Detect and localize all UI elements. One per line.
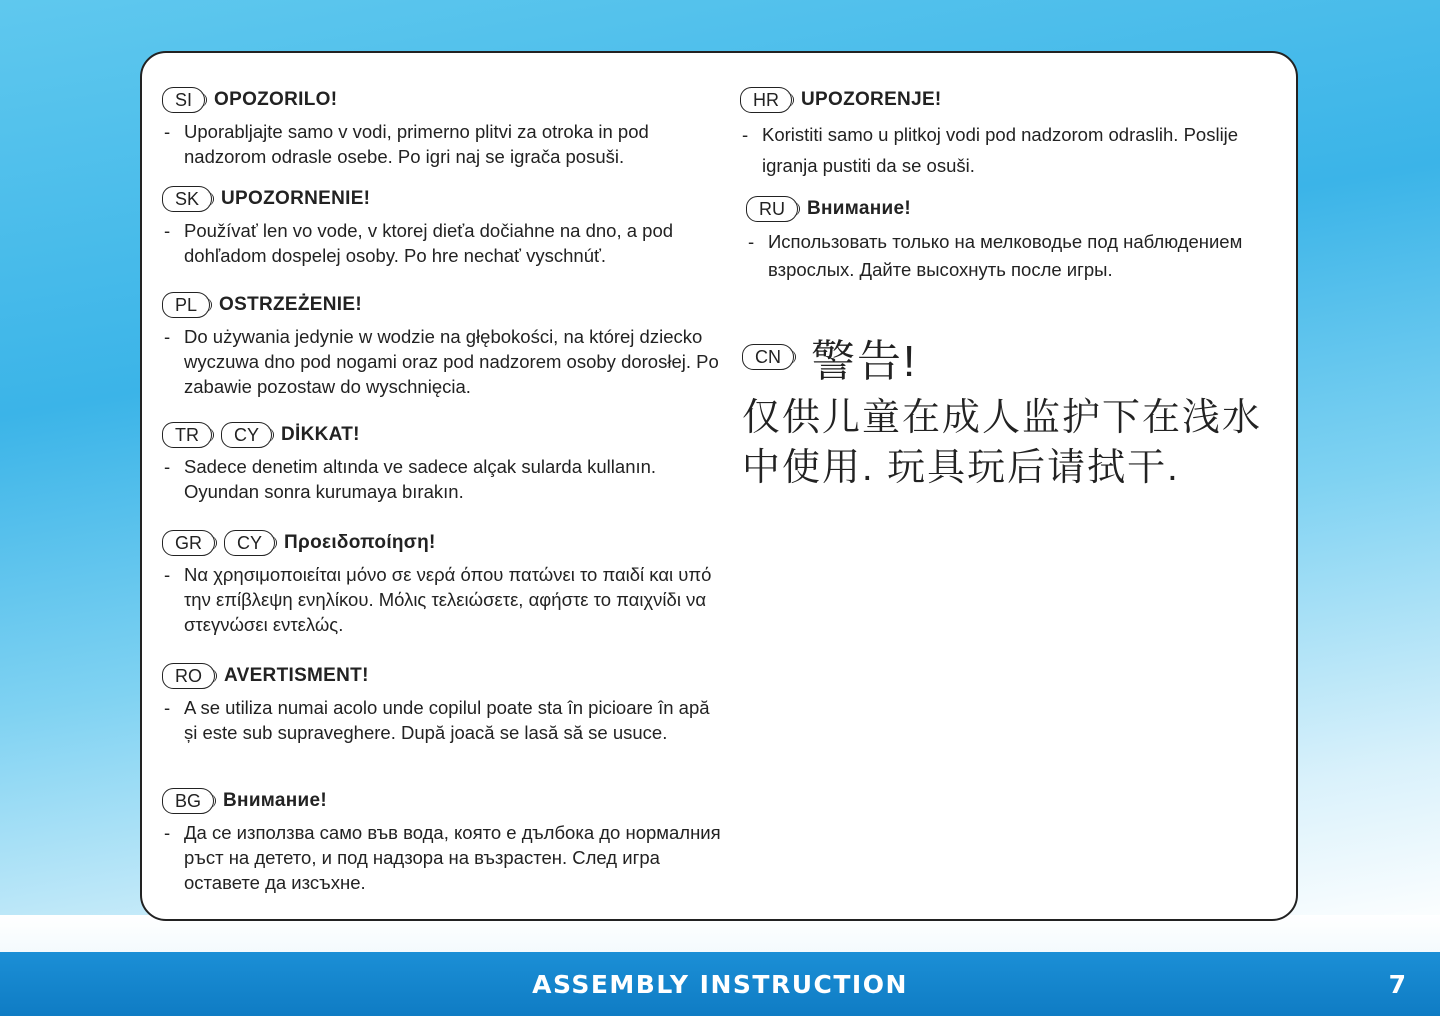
warning-title: DİKKAT! [281,424,360,445]
warning-ru: RU Внимание! - Использовать только на мелководье под наблюдением взрослых. Дайте высохнуть после игры. [746,194,1256,284]
warning-ro: RO AVERTISMENT! - A se utiliza numai acolo unde copilul poate sta în picioare în apă și este sub supraveghere. După joacă se lasă să se usuce. [162,661,722,745]
warning-text: 仅供儿童在成人监护下在浅水中使用. 玩具玩后请拭干. [742,397,1263,489]
warning-title: UPOZORENJE! [801,89,942,110]
warning-title: Προειδοποίηση! [284,532,436,553]
warning-title: 警告! [811,337,918,386]
warning-cn [742,325,1262,493]
warning-text: Používať len vo vode, v ktorej dieťa dočiahne na dno, a pod dohľadom dospelej osoby. Po hre nechať vyschnúť. [184,220,674,266]
warning-text: A se utiliza numai acolo unde copilul poate sta în picioare în apă și este sub supraveghere. După joacă se lasă să se usuce. [184,697,710,743]
warning-hr: HR UPOZORENJE! - Koristiti samo u plitkoj vodi pod nadzorom odraslih. Poslije igranja pustiti da se osuši. [740,85,1260,181]
country-badge-hr: HR [740,87,792,113]
country-badge-bg: BG [162,788,214,814]
warning-gr: GR CY Προειδοποίηση! - Να χρησιμοποιείται μόνο σε νερά όπου πατώνει το παιδί και υπό την επίβλεψη ενηλίκου. Μόλις τελειώσετε, αφήστε το παιχνίδι να στεγνώσει εντελώς. [162,528,722,637]
country-badge-gr: GR [162,530,215,556]
warning-si: SI OPOZORILO! - Uporabljajte samo v vodi, primerno plitvi za otroka in pod nadzorom odrasle osebe. Po igri naj se igrača posuši. [162,85,722,169]
warning-pl: PL OSTRZEŻENIE! - Do używania jedynie w wodzie na głębokości, na której dziecko wyczuwa dno pod nogami oraz pod nadzorem osoby dorosłej. Po zabawie pozostaw do wyschnięcia. [162,290,722,399]
country-badge-tr: TR [162,422,212,448]
warning-title: OSTRZEŻENIE! [219,294,362,315]
warning-sk: SK UPOZORNENIE! - Používať len vo vode, v ktorej dieťa dočiahne na dno, a pod dohľadom dospelej osoby. Po hre nechať vyschnúť. [162,184,722,268]
country-badge-cy: CY [221,422,272,448]
footer-title: ASSEMBLY INSTRUCTION [532,970,908,999]
warning-text: Sadece denetim altında ve sadece alçak sularda kullanın. Oyundan sonra kurumaya bırakın. [184,456,657,502]
warning-bg: BG Внимание! - Да се използва само във вода, която е дълбока до нормалния ръст на детето, и под надзора на възрастен. След игра оставете да изсъхне. [164,790,721,893]
warning-title: Внимание! [807,198,911,219]
warning-text: Να χρησιμοποιείται μόνο σε νερά όπου πατώνει το παιδί και υπό την επίβλεψη ενηλίκου. Μόλις τελειώσετε, αφήστε το παιχνίδι να στεγνώσει εντελώς. [184,564,712,635]
warning-text: Использовать только на мелководье под наблюдением взрослых. Дайте высохнуть после игры. [768,231,1243,280]
warning-tr: TR CY DİKKAT! - Sadece denetim altında ve sadece alçak sularda kullanın. Oyundan sonra kurumaya bırakın. [162,420,722,504]
warning-text: Да се използва само във вода, която е дълбока до нормалния ръст на детето, и под надзора на възрастен. След игра оставете да изсъхне. [184,822,721,893]
warning-text: Uporabljajte samo v vodi, primerno plitvi za otroka in pod nadzorom odrasle osebe. Po igri naj se igrača posuši. [184,121,649,167]
country-badge-cy: CY [224,530,275,556]
country-badge-si: SI [162,87,205,113]
warning-text: Do używania jedynie w wodzie na głębokości, na której dziecko wyczuwa dno pod nogami oraz pod nadzorem osoby dorosłej. Po zabawie pozostaw do wyschnięcia. [184,326,719,397]
country-badge-pl: PL [162,292,210,318]
warning-title: OPOZORILO! [214,89,338,110]
warning-title: UPOZORNENIE! [221,188,371,209]
footer-bar [0,952,1440,1016]
country-badge-ro: RO [162,663,215,689]
country-badge-ru: RU [746,196,798,222]
country-badge-sk: SK [162,186,212,212]
warning-text: Koristiti samo u plitkoj vodi pod nadzorom odraslih. Poslije igranja pustiti da se osuši. [762,124,1239,176]
warning-title: Внимание! [223,790,328,811]
warning-title: AVERTISMENT! [224,665,369,686]
page-number: 7 [1388,970,1406,999]
warnings-panel [140,51,1298,921]
country-badge-cn: CN [742,344,794,370]
wave-divider [0,915,1440,955]
